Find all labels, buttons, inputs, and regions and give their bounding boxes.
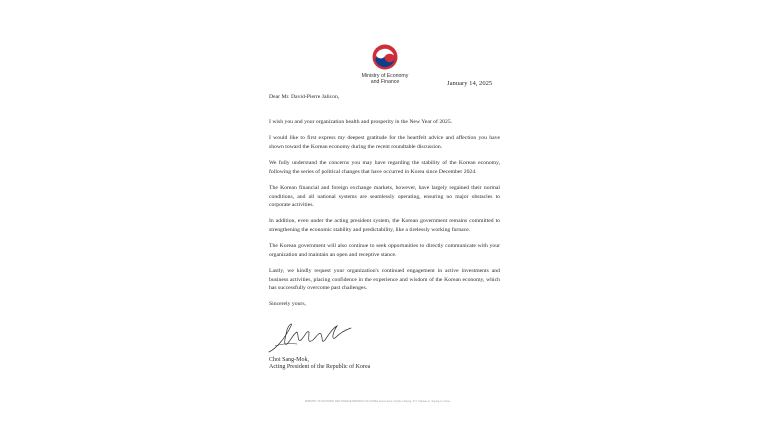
signer-block [269, 357, 370, 371]
paragraph-7: Lastly, we kindly request your organization's continued engagement in active investments and business activities, placing confidence in the experience and wisdom of the Korean economy, which has successfully overcome past challenges. [269, 268, 500, 291]
letterhead-footer: MINISTRY OF ECONOMY AND FINANCE REPUBLIC OF KOREA Government Complex Sejong, 477, Galmae-ro, Sejong-si, Korea [305, 400, 450, 403]
paragraph-4: The Korean financial and foreign exchange markets, however, have largely regained their normal conditions, and all national systems are seamlessly operating, ensuring no major obstacles to corporate activities. [269, 185, 500, 208]
closing: Sincerely yours, [269, 301, 306, 308]
ministry-name [360, 73, 410, 85]
paragraph-6: The Korean government will also continue to seek opportunities to directly communicate with your organization and maintain an open and receptive stance. [269, 243, 500, 258]
handwritten-signature [267, 318, 355, 354]
letter-body [269, 93, 500, 309]
ministry-logo [360, 44, 410, 85]
signer-name: Choi Sang-Mok, [269, 357, 310, 363]
logo-line-2: and Finance [370, 79, 400, 86]
logo-line-1: Ministry of Economy [361, 73, 409, 79]
taegeuk-emblem-icon [372, 44, 398, 70]
salutation: Dear Mr. David-Pierre Jalicon, [269, 94, 340, 100]
letter-date: January 14, 2025 [447, 80, 493, 87]
paragraph-2: I would like to first express my deepest gratitude for the heartfelt advice and affection you have shown toward the Korean economy during the recent roundtable discussion. [269, 135, 500, 150]
paragraph-3: We fully understand the concerns you may have regarding the stability of the Korean economy, following the series of political changes that have occurred in Korea since December 2024. [269, 160, 500, 175]
paragraph-1: I wish you and your organization health and prosperity in the New Year of 2025. [269, 118, 453, 125]
signer-title: Acting President of the Republic of Korea [269, 364, 371, 371]
paragraph-5: In addition, even under the acting president system, the Korean government remains committed to strengthening the economic stability and predictability, like a tirelessly working furnace. [269, 218, 500, 233]
